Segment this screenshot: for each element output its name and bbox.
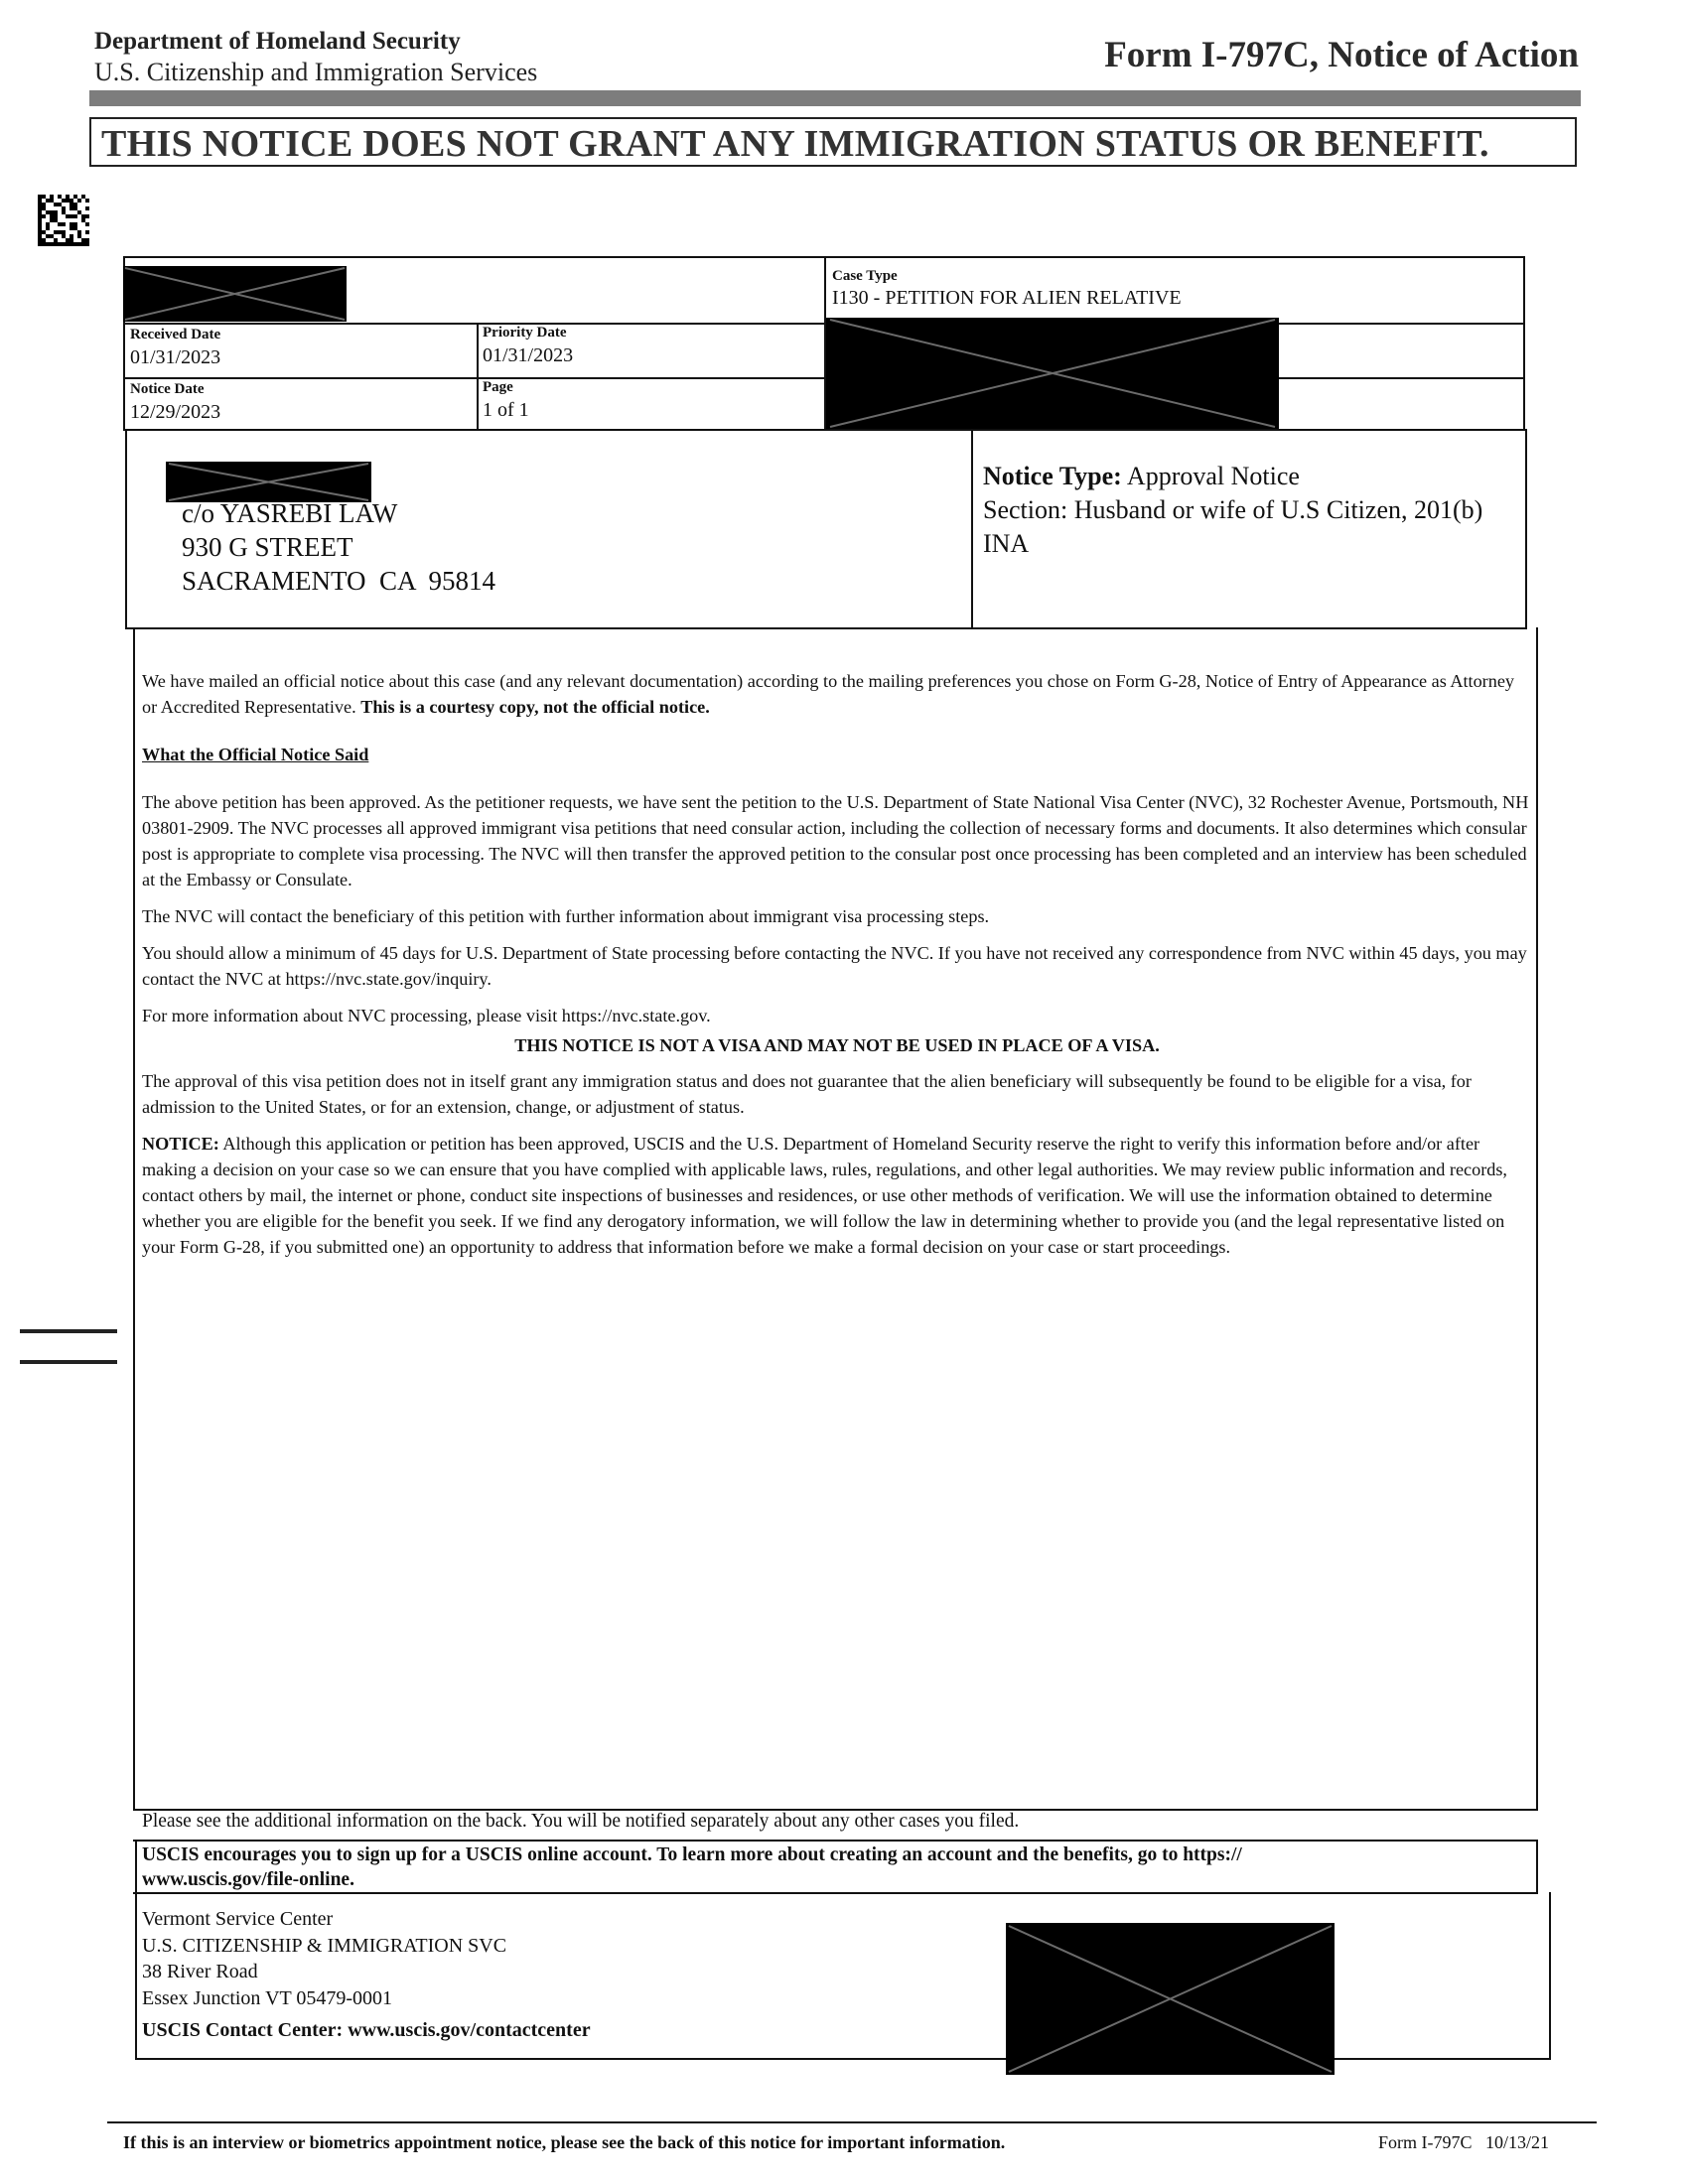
service-center-city: Essex Junction VT 05479-0001 — [142, 1986, 393, 2009]
priority-date-value: 01/31/2023 — [483, 344, 574, 366]
notice-type-label: Notice Type: — [983, 462, 1122, 490]
received-date-label: Received Date — [130, 327, 221, 342]
page-label: Page — [483, 379, 513, 395]
info-divider — [133, 1840, 1538, 1842]
service-center-name: Vermont Service Center — [142, 1908, 334, 1930]
service-left-border — [135, 1892, 137, 2059]
courtesy-copy-note: This is a courtesy copy, not the official notice. — [360, 697, 710, 717]
agency-name: U.S. Citizenship and Immigration Services — [94, 58, 538, 86]
service-top-border — [133, 1892, 1538, 1894]
recipient-line-1: c/o YASREBI LAW — [182, 498, 398, 528]
contact-center-link[interactable]: USCIS Contact Center: www.uscis.gov/contactcenter — [142, 2019, 591, 2041]
redacted-receipt-number — [123, 266, 347, 322]
notice-label: NOTICE: — [142, 1134, 219, 1154]
recipient-address — [182, 496, 495, 598]
online-account-note: USCIS encourages you to sign up for a USCIS online account. To learn more about creating an account and the benefits, go to https:// www.uscis.gov/file-online. — [142, 1844, 1242, 1890]
online-right-border — [1536, 1840, 1538, 1893]
footer-note: If this is an interview or biometrics appointment notice, please see the back of this notice for important information. — [123, 2132, 1006, 2152]
body-right-border — [1536, 627, 1538, 1809]
datamatrix-barcode-icon — [38, 195, 89, 246]
recipient-line-3: SACRAMENTO CA 95814 — [182, 566, 496, 596]
nvc-contact-paragraph: The NVC will contact the beneficiary of this petition with further information about immigrant visa processing steps. — [142, 906, 990, 926]
online-left-border — [135, 1840, 137, 1893]
row-divider-2-right — [1278, 377, 1525, 379]
notice-type-block — [983, 460, 1482, 561]
table-right-border — [1523, 256, 1525, 429]
status-disclaimer-banner: THIS NOTICE DOES NOT GRANT ANY IMMIGRATION STATUS OR BENEFIT. — [89, 117, 1577, 167]
case-type-label: Case Type — [832, 268, 898, 284]
priority-date-label: Priority Date — [483, 325, 567, 341]
department-name: Department of Homeland Security — [94, 28, 461, 55]
received-date-value: 01/31/2023 — [130, 346, 221, 368]
page-value: 1 of 1 — [483, 399, 529, 421]
address-left-border — [125, 429, 127, 627]
address-top-border — [123, 429, 1525, 431]
address-right-border — [1525, 429, 1527, 627]
approval-paragraph: The above petition has been approved. As the petitioner requests, we have sent the petition to the U.S. Department of State National Visa Center (NVC), 32 Rochester Avenue, Portsmouth, NH 03801-2909. The NVC processes all approved immigrant visa petitions that need consular action, including the collection of necessary forms and documents. It also determines which consular post is appropriate to complete visa processing. The NVC will then transfer the approved petition to the consular post once processing has been completed and an interview has been scheduled at the Embassy or Consulate. — [142, 792, 1529, 889]
footer-rule — [107, 2121, 1597, 2123]
address-col-divider — [971, 429, 973, 627]
header-divider-bar — [89, 90, 1581, 106]
notice-body — [142, 668, 1532, 1271]
intro-paragraph: We have mailed an official notice about this case (and any relevant documentation) according to the mailing preferences you chose on Form G-28, Notice of Entry of Appearance as Attorney or Accredited Representative. This is a courtesy copy, not the official notice. — [142, 671, 1514, 717]
notice-section-ina: INA — [983, 529, 1030, 558]
notice-date-value: 12/29/2023 — [130, 401, 221, 423]
additional-info-note: Please see the additional information on the back. You will be notified separately about any other cases you filed. — [142, 1811, 1020, 1832]
nvc-info-paragraph: For more information about NVC processing, please visit https://nvc.state.gov. — [142, 1006, 711, 1025]
notice-type-value: Approval Notice — [1126, 462, 1300, 490]
row-divider-2 — [123, 377, 824, 379]
margin-mark-2 — [20, 1360, 117, 1364]
approval-disclaimer-paragraph: The approval of this visa petition does not in itself grant any immigration status and does not guarantee that the alien beneficiary will subsequently be found to be eligible for a visa, for admission to the United States, or for an extension, change, or adjustment of status. — [142, 1071, 1472, 1117]
dates-col-divider — [477, 323, 479, 429]
footer-form-date: 10/13/21 — [1485, 2132, 1550, 2152]
body-left-border — [133, 627, 135, 1809]
verification-notice-paragraph: NOTICE: Although this application or petition has been approved, USCIS and the U.S. Department of Homeland Security reserve the right to verify this information before and/or after making a decision on your case so we can ensure that you have complied with applicable laws, rules, regulations, and other legal authorities. We may review public information and records, contact others by mail, the internet or phone, conduct site inspections of businesses and residences, or use other methods of verification. We will use the information obtained to determine whether you are eligible for the benefit you seek. If we find any derogatory information, we will follow the law in determining whether to provide you (and the legal representative listed on your Form G-28, if you submitted one) an opportunity to address that information before we make a formal decision on your case or start proceedings. — [142, 1134, 1507, 1257]
notice-section: Section: Husband or wife of U.S Citizen, 201(b) — [983, 495, 1483, 524]
margin-mark-1 — [20, 1329, 117, 1333]
footer-form-id: Form I-797C 10/13/21 — [1378, 2132, 1550, 2152]
processing-time-paragraph: You should allow a minimum of 45 days for U.S. Department of State processing before contacting the NVC. If you have not received any correspondence from NVC within 45 days, you may contact the NVC at https://nvc.state.gov/inquiry. — [142, 943, 1527, 989]
notice-date-label: Notice Date — [130, 381, 205, 397]
official-notice-heading: What the Official Notice Said — [142, 745, 369, 764]
row-divider-1 — [123, 323, 1525, 325]
service-center-street: 38 River Road — [142, 1961, 258, 1982]
service-center-address — [142, 1906, 591, 2044]
case-type-value: I130 - PETITION FOR ALIEN RELATIVE — [832, 287, 1182, 309]
recipient-line-2: 930 G STREET — [182, 532, 353, 562]
not-a-visa-warning: THIS NOTICE IS NOT A VISA AND MAY NOT BE USED IN PLACE OF A VISA. — [514, 1035, 1160, 1055]
service-right-border — [1549, 1892, 1551, 2059]
service-center-agency: U.S. CITIZENSHIP & IMMIGRATION SVC — [142, 1934, 507, 1957]
service-bottom-border — [135, 2058, 1551, 2060]
redacted-signature-block — [1006, 1923, 1335, 2075]
form-title: Form I-797C, Notice of Action — [1104, 35, 1579, 75]
address-bottom-border — [125, 627, 1527, 629]
redacted-beneficiary-info — [826, 318, 1279, 429]
